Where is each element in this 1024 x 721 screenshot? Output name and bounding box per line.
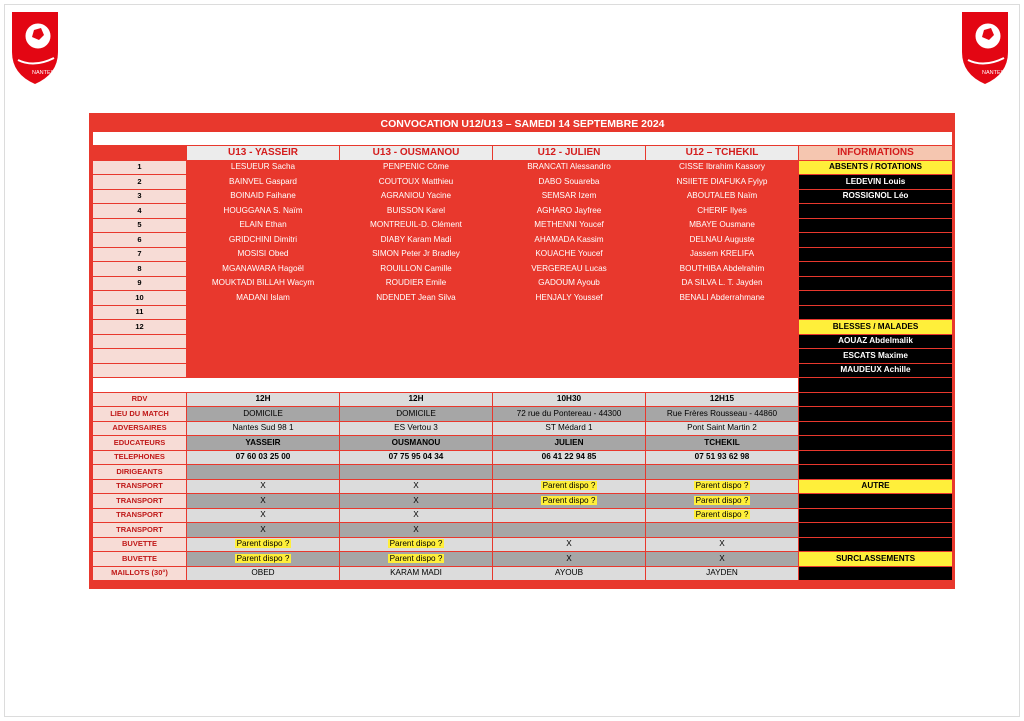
detail-value	[187, 552, 340, 567]
info-cell	[799, 537, 953, 552]
player-name	[187, 349, 340, 364]
player-name: AHAMADA Kassim	[493, 233, 646, 248]
spacer	[93, 131, 953, 146]
detail-value: OBED	[187, 566, 340, 581]
player-name: BAINVEL Gaspard	[187, 175, 340, 190]
convocation-sheet	[89, 113, 955, 589]
table-row	[93, 262, 953, 277]
player-name: MOUKTADI BILLAH Wacym	[187, 276, 340, 291]
player-name: NDENDET Jean Silva	[340, 291, 493, 306]
player-name: LESUEUR Sacha	[187, 160, 340, 175]
detail-label: TRANSPORT	[93, 508, 187, 523]
info-cell: MAUDEUX Achille	[799, 363, 953, 378]
row-number: 7	[93, 247, 187, 262]
detail-value: X	[646, 537, 799, 552]
player-name	[187, 363, 340, 378]
table-row	[93, 363, 953, 378]
player-name: BRANCATI Alessandro	[493, 160, 646, 175]
detail-row	[93, 566, 953, 581]
detail-value: OUSMANOU	[340, 436, 493, 451]
row-number: 10	[93, 291, 187, 306]
player-name	[340, 320, 493, 335]
detail-value: X	[493, 537, 646, 552]
player-name: HOUGGANA S. Naïm	[187, 204, 340, 219]
player-name: MOSISI Obed	[187, 247, 340, 262]
club-logo	[10, 8, 60, 86]
info-cell	[799, 247, 953, 262]
player-name	[646, 305, 799, 320]
detail-value: DOMICILE	[187, 407, 340, 422]
detail-value	[493, 494, 646, 509]
detail-label: TRANSPORT	[93, 494, 187, 509]
detail-value: 12H	[187, 392, 340, 407]
info-cell: SURCLASSEMENTS	[799, 552, 953, 567]
detail-value: X	[187, 494, 340, 509]
detail-row	[93, 552, 953, 567]
detail-label: EDUCATEURS	[93, 436, 187, 451]
player-name	[187, 334, 340, 349]
player-name: AGHARO Jayfree	[493, 204, 646, 219]
parent-dispo-highlight: Parent dispo ?	[695, 481, 749, 491]
detail-value: 12H	[340, 392, 493, 407]
detail-label: BUVETTE	[93, 552, 187, 567]
detail-value: JULIEN	[493, 436, 646, 451]
parent-dispo-highlight: Parent dispo ?	[542, 481, 596, 491]
detail-value: 12H15	[646, 392, 799, 407]
detail-row	[93, 494, 953, 509]
player-name: DELNAU Auguste	[646, 233, 799, 248]
player-name: BOINAID Faihane	[187, 189, 340, 204]
detail-row	[93, 465, 953, 480]
detail-value: X	[340, 508, 493, 523]
detail-value	[646, 465, 799, 480]
row-number: 12	[93, 320, 187, 335]
player-name: DIABY Karam Madi	[340, 233, 493, 248]
row-number: 4	[93, 204, 187, 219]
info-cell	[799, 508, 953, 523]
info-cell	[799, 407, 953, 422]
detail-value: X	[340, 523, 493, 538]
row-number: 6	[93, 233, 187, 248]
detail-value: DOMICILE	[340, 407, 493, 422]
player-name: NSIIETE DIAFUKA Fylyp	[646, 175, 799, 190]
detail-value: 07 60 03 25 00	[187, 450, 340, 465]
player-name: ROUILLON Camille	[340, 262, 493, 277]
info-cell	[799, 392, 953, 407]
info-cell	[799, 204, 953, 219]
detail-row	[93, 479, 953, 494]
player-name: GRIDCHINI Dimitri	[187, 233, 340, 248]
detail-value: X	[340, 479, 493, 494]
detail-row	[93, 523, 953, 538]
player-name: MBAYE Ousmane	[646, 218, 799, 233]
info-cell	[799, 465, 953, 480]
info-cell: ROSSIGNOL Léo	[799, 189, 953, 204]
table-row	[93, 305, 953, 320]
player-name	[646, 349, 799, 364]
player-name	[340, 349, 493, 364]
info-cell	[799, 566, 953, 581]
detail-row	[93, 450, 953, 465]
table-row	[93, 175, 953, 190]
detail-value: X	[493, 552, 646, 567]
detail-row	[93, 392, 953, 407]
player-name: CISSE Ibrahim Kassory	[646, 160, 799, 175]
detail-value: ES Vertou 3	[340, 421, 493, 436]
player-name: HENJALY Youssef	[493, 291, 646, 306]
info-cell	[799, 291, 953, 306]
parent-dispo-highlight: Parent dispo ?	[389, 553, 443, 563]
detail-value	[493, 465, 646, 480]
player-name	[646, 363, 799, 378]
column-header: U12 – TCHEKIL	[646, 146, 799, 161]
detail-value: ST Médard 1	[493, 421, 646, 436]
info-cell: BLESSES / MALADES	[799, 320, 953, 335]
column-header: U12 - JULIEN	[493, 146, 646, 161]
player-name: SIMON Peter Jr Bradley	[340, 247, 493, 262]
parent-dispo-highlight: Parent dispo ?	[389, 539, 443, 549]
row-number: 5	[93, 218, 187, 233]
info-cell	[799, 276, 953, 291]
detail-value: Rue Frères Rousseau - 44860	[646, 407, 799, 422]
table-row	[93, 291, 953, 306]
detail-value: Pont Saint Martin 2	[646, 421, 799, 436]
detail-row	[93, 421, 953, 436]
table-row	[93, 204, 953, 219]
player-name	[340, 305, 493, 320]
detail-value: X	[187, 508, 340, 523]
player-name	[646, 334, 799, 349]
player-name	[187, 305, 340, 320]
detail-label: DIRIGEANTS	[93, 465, 187, 480]
row-number: 8	[93, 262, 187, 277]
detail-label: ADVERSAIRES	[93, 421, 187, 436]
player-name: METHENNI Youcef	[493, 218, 646, 233]
player-name: BOUTHIBA Abdelrahim	[646, 262, 799, 277]
page-title: CONVOCATION U12/U13 – SAMEDI 14 SEPTEMBRE 2024	[93, 117, 953, 132]
player-name	[493, 363, 646, 378]
detail-value	[646, 494, 799, 509]
convocation-table	[92, 116, 953, 581]
detail-value: 10H30	[493, 392, 646, 407]
detail-value	[646, 523, 799, 538]
detail-value: X	[646, 552, 799, 567]
info-cell: LEDEVIN Louis	[799, 175, 953, 190]
detail-row	[93, 537, 953, 552]
svg-text:NANTES: NANTES	[32, 70, 55, 76]
club-logo-right	[960, 8, 1010, 86]
detail-value: TCHEKIL	[646, 436, 799, 451]
info-cell	[799, 450, 953, 465]
detail-label: TELEPHONES	[93, 450, 187, 465]
info-cell: ABSENTS / ROTATIONS	[799, 160, 953, 175]
parent-dispo-highlight: Parent dispo ?	[695, 510, 749, 520]
table-row	[93, 233, 953, 248]
detail-value	[340, 537, 493, 552]
player-name: ROUDIER Emile	[340, 276, 493, 291]
info-cell	[799, 436, 953, 451]
detail-label: TRANSPORT	[93, 479, 187, 494]
detail-value: 06 41 22 94 85	[493, 450, 646, 465]
player-name	[646, 320, 799, 335]
detail-value: Nantes Sud 98 1	[187, 421, 340, 436]
parent-dispo-highlight: Parent dispo ?	[542, 495, 596, 505]
detail-value	[646, 508, 799, 523]
detail-value: JAYDEN	[646, 566, 799, 581]
detail-row	[93, 407, 953, 422]
player-name: VERGEREAU Lucas	[493, 262, 646, 277]
row-number: 2	[93, 175, 187, 190]
detail-value: 72 rue du Pontereau - 44300	[493, 407, 646, 422]
detail-value: 07 75 95 04 34	[340, 450, 493, 465]
player-name: CHERIF Ilyes	[646, 204, 799, 219]
info-cell	[799, 262, 953, 277]
player-name: BENALI Abderrahmane	[646, 291, 799, 306]
detail-label: BUVETTE	[93, 537, 187, 552]
player-name	[493, 305, 646, 320]
detail-label: TRANSPORT	[93, 523, 187, 538]
player-name	[493, 334, 646, 349]
player-name: KOUACHE Youcef	[493, 247, 646, 262]
header-blank	[93, 146, 187, 161]
info-cell: AUTRE	[799, 479, 953, 494]
detail-value: YASSEIR	[187, 436, 340, 451]
info-cell	[799, 233, 953, 248]
table-row	[93, 247, 953, 262]
player-name: MADANI Islam	[187, 291, 340, 306]
column-header: INFORMATIONS	[799, 146, 953, 161]
player-name: AGRANIOU Yacine	[340, 189, 493, 204]
detail-row	[93, 508, 953, 523]
table-row	[93, 349, 953, 364]
table-row	[93, 218, 953, 233]
table-row	[93, 276, 953, 291]
player-name	[340, 363, 493, 378]
row-number: 11	[93, 305, 187, 320]
column-header: U13 - OUSMANOU	[340, 146, 493, 161]
row-number	[93, 334, 187, 349]
player-name: DABO Souareba	[493, 175, 646, 190]
detail-value	[493, 508, 646, 523]
detail-value	[340, 552, 493, 567]
player-name: MGANAWARA Hagoël	[187, 262, 340, 277]
detail-value: KARAM MADI	[340, 566, 493, 581]
player-name: COUTOUX Matthieu	[340, 175, 493, 190]
separator	[93, 378, 799, 393]
row-number: 9	[93, 276, 187, 291]
row-number: 3	[93, 189, 187, 204]
detail-row	[93, 436, 953, 451]
table-row	[93, 160, 953, 175]
player-name	[493, 320, 646, 335]
row-number	[93, 349, 187, 364]
detail-value: 07 51 93 62 98	[646, 450, 799, 465]
detail-value: X	[340, 494, 493, 509]
player-name	[187, 320, 340, 335]
info-cell	[799, 305, 953, 320]
detail-label: MAILLOTS (30°)	[93, 566, 187, 581]
detail-value: X	[187, 479, 340, 494]
info-cell: AOUAZ Abdelmalik	[799, 334, 953, 349]
info-cell	[799, 494, 953, 509]
player-name: GADOUM Ayoub	[493, 276, 646, 291]
player-name	[493, 349, 646, 364]
info-cell	[799, 523, 953, 538]
player-name: ELAIN Ethan	[187, 218, 340, 233]
parent-dispo-highlight: Parent dispo ?	[236, 553, 290, 563]
player-name: SEMSAR Izem	[493, 189, 646, 204]
player-name: MONTREUIL-D. Clément	[340, 218, 493, 233]
svg-text:NANTES: NANTES	[982, 70, 1005, 76]
detail-value	[646, 479, 799, 494]
player-name: DA SILVA L. T. Jayden	[646, 276, 799, 291]
detail-value	[493, 479, 646, 494]
info-cell	[799, 421, 953, 436]
table-row	[93, 334, 953, 349]
detail-value: X	[187, 523, 340, 538]
detail-value: AYOUB	[493, 566, 646, 581]
parent-dispo-highlight: Parent dispo ?	[695, 495, 749, 505]
player-name: Jassem KRELIFA	[646, 247, 799, 262]
detail-value	[187, 537, 340, 552]
player-name: BUISSON Karel	[340, 204, 493, 219]
detail-value	[493, 523, 646, 538]
detail-value	[187, 465, 340, 480]
parent-dispo-highlight: Parent dispo ?	[236, 539, 290, 549]
player-name	[340, 334, 493, 349]
row-number: 1	[93, 160, 187, 175]
info-cell	[799, 378, 953, 393]
detail-label: LIEU DU MATCH	[93, 407, 187, 422]
player-name: ABOUTALEB Naïm	[646, 189, 799, 204]
detail-value	[340, 465, 493, 480]
table-row	[93, 320, 953, 335]
detail-label: RDV	[93, 392, 187, 407]
info-cell	[799, 218, 953, 233]
table-row	[93, 189, 953, 204]
info-cell: ESCATS Maxime	[799, 349, 953, 364]
column-header: U13 - YASSEIR	[187, 146, 340, 161]
player-name: PENPENIC Côme	[340, 160, 493, 175]
row-number	[93, 363, 187, 378]
